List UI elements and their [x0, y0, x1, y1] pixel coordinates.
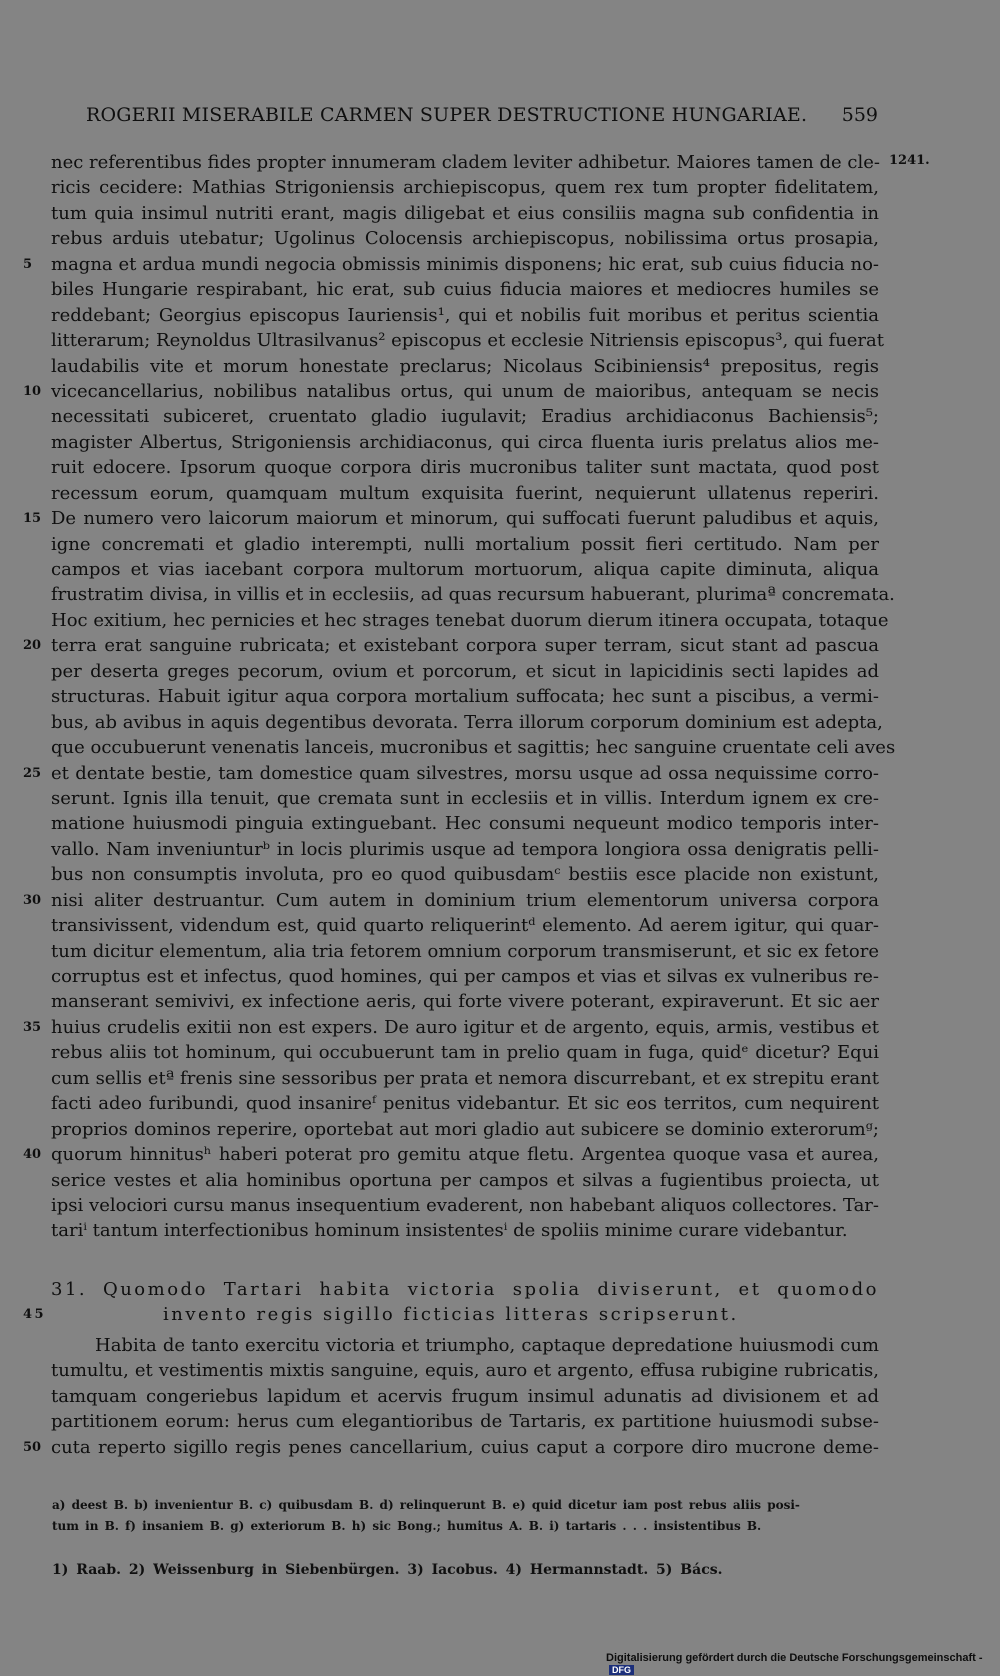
text-line	[23, 379, 879, 404]
text-line	[23, 633, 879, 658]
text-line-content: reddebant; Georgius episcopus Iauriensis¹, qui et nobilis fuit moribus et peritus scientia	[51, 304, 879, 326]
text-line-content: quorum hinnitusʰ haberi poterat pro gemitu atque fletu. Argentea quoque vasa et aurea,	[51, 1144, 879, 1166]
text-line	[51, 1218, 879, 1243]
running-title: ROGERII MISERABILE CARMEN SUPER DESTRUCTIONE HUNGARIAE.	[86, 104, 808, 126]
main-text	[23, 150, 896, 1244]
text-line	[51, 328, 884, 353]
text-line	[51, 735, 896, 760]
line-number: 5	[23, 256, 33, 272]
text-line-content: et dentate bestie, tam domestice quam silvestres, morsu usque ad ossa nequissime corro-	[51, 762, 879, 784]
text-line	[51, 430, 879, 455]
chapter-title-line-1: 31. Quomodo Tartari habita victoria spolia diviserunt, et quomodo	[51, 1279, 879, 1300]
text-line-content: necessitati subiceret, cruentato gladio iugulavit; Eradius archidiaconus Bachiensis⁵;	[51, 406, 879, 428]
text-line-content: ipsi velociori cursu manus insequentium evaderent, non habebant aliquos collectores. Tar-	[51, 1194, 879, 1216]
text-line	[51, 837, 879, 862]
text-line-content: De numero vero laicorum maiorum et minorum, qui suffocati fuerunt paludibus et aquis,	[51, 508, 879, 530]
text-line	[51, 939, 879, 964]
line-number: 25	[23, 765, 42, 781]
text-line-content: ricis cecidere: Mathias Strigoniensis archiepiscopus, quem rex tum propter fidelitatem,	[51, 177, 879, 199]
text-line-content: magister Albertus, Strigoniensis archidiaconus, qui circa fluenta iuris prelatus alios me-	[51, 431, 879, 453]
text-line	[51, 455, 879, 480]
margin-year: 1241.	[889, 153, 930, 168]
text-line	[51, 1409, 879, 1434]
text-line	[51, 684, 879, 709]
text-line-content: terra erat sanguine rubricata; et existebant corpora super terram, sicut stant ad pascua	[51, 635, 879, 657]
line-number: 10	[23, 383, 42, 399]
text-line-content: partitionem eorum: herus cum elegantioribus de Tartaris, ex partitione huiusmodi subse-	[51, 1411, 879, 1433]
text-line-content: rebus aliis tot hominum, qui occubuerunt tam in prelio quam in fuga, quidᵉ dicetur? Equi	[51, 1042, 879, 1064]
text-line	[23, 1142, 879, 1167]
text-line-content: tum quia insimul nutriti erant, magis diligebat et eius consiliis magna sub confidentia in	[51, 202, 879, 224]
text-line-content: bus, ab avibus in aquis degentibus devorata. Terra illorum corporum dominium est adepta,	[51, 711, 883, 733]
text-line-content: Habita de tanto exercitu victoria et triumpho, captaque depredatione huiusmodi cum	[95, 1335, 879, 1356]
text-line	[51, 1168, 879, 1193]
line-number: 20	[23, 638, 42, 654]
text-line-content: cum sellis etª frenis sine sessoribus per prata et nemora discurrebant, et ex strepitu erant	[51, 1067, 879, 1089]
text-line-content: frustratim divisa, in villis et in ecclesiis, ad quas recursum habuerant, plurimaª concremata.	[51, 584, 895, 606]
text-line	[51, 659, 879, 684]
text-line-content: tumultu, et vestimentis mixtis sanguine, equis, auro et argento, effusa rubigine rubricatis,	[51, 1360, 879, 1382]
text-line-content: matione huiusmodi pinguia extinguebant. Hec consumi nequeunt modico temporis inter-	[51, 813, 879, 835]
text-line	[51, 811, 879, 836]
line-number: 15	[23, 511, 42, 527]
text-line	[51, 964, 879, 989]
text-line-content: biles Hungarie respirabant, hic erat, sub cuius fiducia maiores et mediocres humiles se	[51, 279, 879, 301]
line-number: 35	[23, 1019, 42, 1035]
text-line	[51, 226, 879, 251]
text-line	[51, 150, 879, 175]
text-line	[51, 277, 879, 302]
text-line	[51, 1333, 879, 1358]
text-line	[51, 354, 879, 379]
text-line-content: magna et ardua mundi negocia obmissis minimis disponens; hic erat, sub cuius fiducia no-	[51, 253, 879, 275]
text-line	[51, 989, 879, 1014]
text-line	[23, 761, 879, 786]
text-line-content: nec referentibus fides propter innumeram cladem leviter adhibetur. Maiores tamen de cle-	[51, 152, 880, 173]
text-line-content: tum dicitur elementum, alia tria fetorem omnium corporum transmiserunt, et sic ex fetore	[51, 940, 879, 962]
text-line	[51, 710, 883, 735]
dfg-logo: DFG	[609, 1665, 634, 1675]
apparatus-line-2: tum in B. f) insaniem B. g) exteriorum B. h) sic Bong.; humitus A. B. i) tartaris . . . insistentibus B.	[52, 1519, 762, 1533]
text-line-content: vallo. Nam inveniunturᵇ in locis plurimis usque ad tempora longiora ossa denigratis pelli-	[51, 838, 879, 860]
text-line-content: rebus arduis utebatur; Ugolinus Colocensis archiepiscopus, nobilissima ortus prosapia,	[51, 228, 879, 250]
text-line-content: laudabilis vite et morum honestate preclarus; Nicolaus Scibiniensis⁴ prepositus, regis	[51, 355, 879, 377]
chapter-title-line-2	[23, 1302, 879, 1327]
text-line	[51, 913, 879, 938]
footnotes: 1) Raab. 2) Weissenburg in Siebenbürgen. 3) Iacobus. 4) Hermannstadt. 5) Bács.	[52, 1562, 723, 1578]
text-line-content: serice vestes et alia hominibus oportuna per campos et silvas a fugientibus proiecta, ut	[51, 1169, 879, 1191]
text-line	[51, 481, 879, 506]
text-line	[51, 532, 879, 557]
footer-text: Digitalisierung gefördert durch die Deutsche Forschungsgemeinschaft -	[606, 1652, 983, 1664]
text-line	[51, 1091, 879, 1116]
chapter-title-line-2-text: invento regis sigillo ficticias litteras scripserunt.	[163, 1304, 739, 1326]
text-line	[51, 1040, 879, 1065]
text-line	[23, 252, 879, 277]
running-header	[86, 104, 878, 126]
text-line	[51, 1358, 879, 1383]
text-line-content: igne concremati et gladio interempti, nulli mortalium possit fieri certitudo. Nam per	[51, 533, 879, 555]
text-line	[51, 582, 895, 607]
text-line-content: transivissent, videndum est, quid quarto reliquerintᵈ elemento. Ad aerem igitur, qui quar-	[51, 915, 879, 937]
text-line-content: tamquam congeriebus lapidum et acervis frugum insimul adunatis ad divisionem et ad	[51, 1385, 879, 1407]
page-number: 559	[841, 104, 878, 126]
text-line-content: litterarum; Reynoldus Ultrasilvanus² episcopus et ecclesie Nitriensis episcopus³, qui fuerat	[51, 330, 884, 352]
text-line	[51, 404, 879, 429]
text-line-content: Hoc exitium, hec pernicies et hec strages tenebat duorum dierum itinera occupata, totaque	[51, 609, 889, 631]
line-number: 50	[23, 1439, 42, 1455]
text-line-content: ruit edocere. Ipsorum quoque corpora diris mucronibus taliter sunt mactata, quod post	[51, 457, 879, 479]
text-line	[51, 557, 879, 582]
text-line	[51, 786, 879, 811]
text-line	[51, 175, 879, 200]
apparatus-line-1: a) deest B. b) invenientur B. c) quibusdam B. d) relinquerunt B. e) quid dicetur iam post rebus aliis posi-	[52, 1498, 800, 1512]
text-line-content: serunt. Ignis illa tenuit, que cremata sunt in ecclesiis et in villis. Interdum ignem ex cre-	[51, 787, 879, 809]
text-line-content: per deserta greges pecorum, ovium et porcorum, et sicut in lapicidinis secti lapides ad	[51, 660, 879, 682]
text-line-content: proprios dominos reperire, oportebat aut mori gladio aut subicere se dominio exterorumᵍ;	[51, 1118, 879, 1140]
text-line-content: nisi aliter destruantur. Cum autem in dominium trium elementorum universa corpora	[51, 889, 879, 911]
text-line	[51, 303, 879, 328]
text-line	[51, 608, 889, 633]
text-line-content: facti adeo furibundi, quod insanireᶠ penitus videbantur. Et sic eos territos, cum nequirent	[51, 1093, 879, 1115]
text-line	[51, 1117, 879, 1142]
line-number: 45	[23, 1307, 47, 1323]
text-line-content: bus non consumptis involuta, pro eo quod quibusdamᶜ bestiis esce placide non existunt,	[51, 864, 879, 886]
text-line-content: cuta reperto sigillo regis penes cancellarium, cuius caput a corpore diro mucrone deme-	[51, 1436, 879, 1458]
text-line	[23, 1015, 879, 1040]
text-line-content: vicecancellarius, nobilibus natalibus ortus, qui unum de maioribus, antequam se necis	[51, 380, 879, 402]
paragraph-2	[23, 1333, 879, 1460]
text-line-content: que occubuerunt venenatis lanceis, mucronibus et sagittis; hec sanguine cruentate celi aves	[51, 737, 896, 759]
text-line	[23, 1435, 879, 1460]
line-number: 40	[23, 1147, 42, 1163]
text-line	[51, 862, 879, 887]
text-line-content: campos et vias iacebant corpora multorum mortuorum, aliqua capite diminuta, aliqua	[51, 559, 879, 580]
text-line-content: huius crudelis exitii non est expers. De auro igitur et de argento, equis, armis, vestibus et	[51, 1016, 879, 1038]
text-line-content: structuras. Habuit igitur aqua corpora mortalium suffocata; hec sunt a piscibus, a vermi-	[51, 686, 879, 708]
text-line-content: corruptus est et infectus, quod homines, qui per campos et vias et silvas ex vulneribus re-	[51, 966, 879, 987]
chapter-heading	[23, 1277, 879, 1328]
text-line-content: recessum eorum, quamquam multum exquisita fuerint, nequierunt ullatenus reperiri.	[51, 482, 879, 504]
text-line	[51, 1066, 879, 1091]
line-number: 30	[23, 892, 42, 908]
text-line	[51, 1384, 879, 1409]
text-line	[51, 1193, 879, 1218]
text-line-content: tariⁱ tantum interfectionibus hominum insistentesⁱ de spoliis minime curare videbantur.	[51, 1220, 848, 1242]
text-line	[51, 201, 879, 226]
dfg-footer	[606, 1652, 1000, 1676]
text-line-content: manserant semivivi, ex infectione aeris, qui forte vivere poterant, expiraverunt. Et sic aer	[51, 991, 879, 1013]
text-line	[23, 506, 879, 531]
critical-apparatus	[52, 1495, 880, 1537]
text-line	[23, 888, 879, 913]
